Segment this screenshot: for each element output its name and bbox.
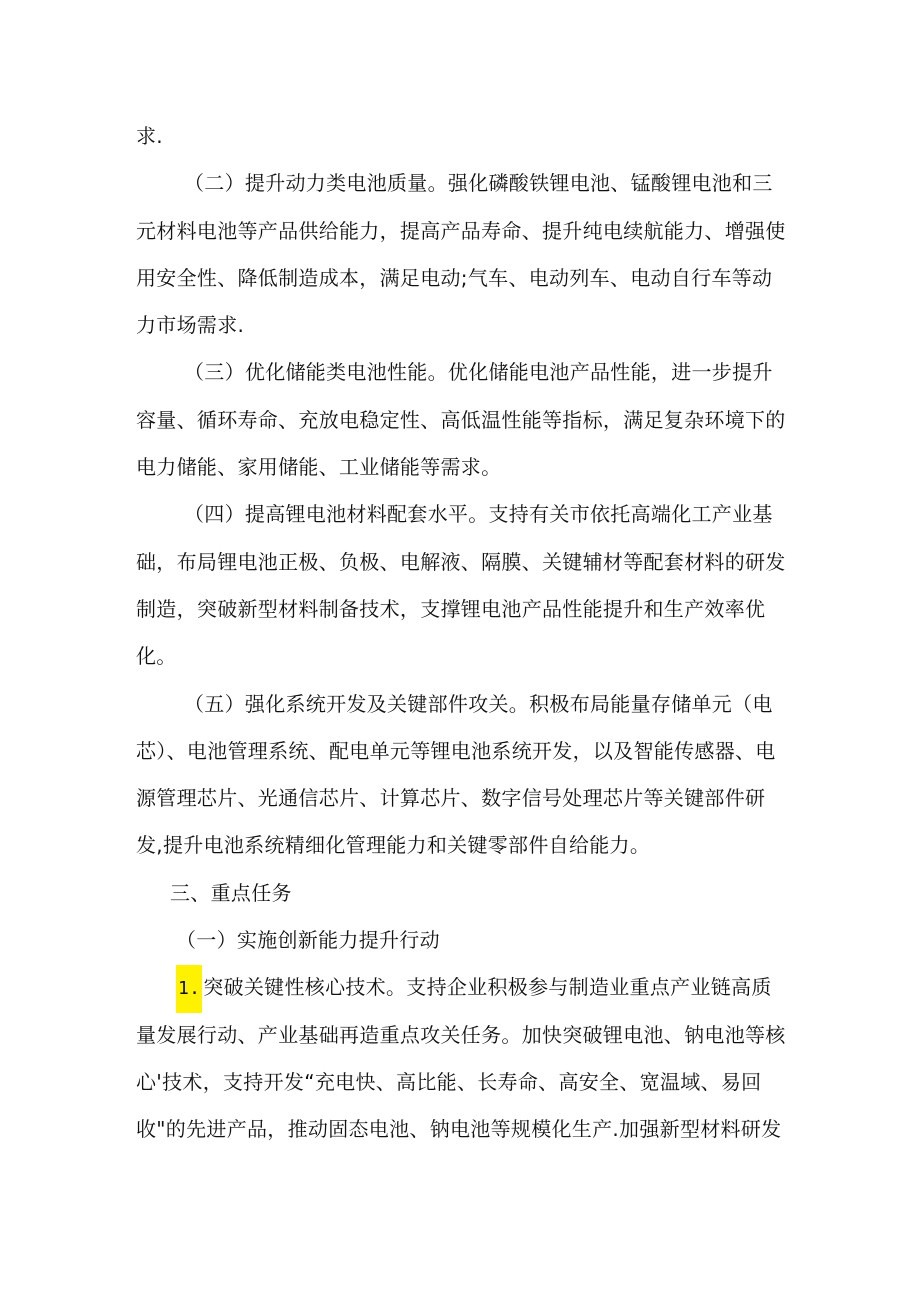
document-body: [136, 113, 784, 1154]
numbered-paragraph-line: [136, 964, 784, 1011]
subsection-heading: （一）实施创新能力提升行动: [176, 928, 440, 953]
paragraph-line: 源管理芯片、光通信芯片、计算芯片、数字信号处理芯片等关键部件研: [136, 786, 766, 811]
paragraph-line: 用安全性、降低制造成本，满足电动;气车、电动列车、电动自行车等动: [136, 265, 773, 290]
paragraph-line: 量发展行动、产业基础再造重点攻关任务。加快突破锂电池、钠电池等核: [136, 1022, 786, 1047]
item-number-highlight: 1.: [176, 965, 202, 1013]
paragraph-line: （五）强化系统开发及关键部件攻关。积极布局能量存储单元（电: [184, 691, 773, 716]
section-heading: 三、重点任务: [170, 880, 292, 905]
paragraph-line: 发,提升电池系统精细化管理能力和关键零部件自给能力。: [136, 833, 651, 858]
paragraph-line: （四）提高锂电池材料配套水平。支持有关市依托高端化工产业基: [184, 502, 773, 527]
paragraph-line: 收"的先进产品，推动固态电池、钠电池等规模化生产.加强新型材料研发: [136, 1117, 782, 1142]
paragraph-text: 突破关键性核心技术。支持企业积极参与制造业重点产业链高质: [203, 975, 772, 1000]
paragraph-line: （二）提升动力类电池质量。强化磷酸铁锂电池、锰酸锂电池和三: [184, 171, 773, 196]
paragraph-line: 芯）、电池管理系统、配电单元等锂电池系统开发，以及智能传感器、电: [136, 738, 776, 763]
paragraph-line: （三）优化储能类电池性能。优化储能电池产品性能，进一步提升: [184, 360, 773, 385]
paragraph-line: 心'技术，支持开发“充电快、高比能、长寿命、高安全、宽温域、易回: [136, 1069, 762, 1094]
paragraph-line: 求.: [136, 124, 163, 148]
paragraph-line: 化。: [136, 644, 177, 669]
paragraph-line: 电力储能、家用储能、工业储能等需求。: [136, 455, 502, 480]
paragraph-line: 元材料电池等产品供给能力，提高产品寿命、提升纯电续航能力、增强使: [136, 218, 786, 243]
paragraph-line: 制造，突破新型材料制备技术，支撑锂电池产品性能提升和生产效率优: [136, 596, 766, 621]
paragraph-line: 容量、循环寿命、充放电稳定性、高低温性能等指标，满足复杂环境下的: [136, 407, 786, 432]
paragraph-line: 础，布局锂电池正极、负极、电解液、隔膜、关键辅材等配套材料的研发: [136, 549, 786, 574]
paragraph-line: 力市场需求.: [136, 313, 245, 338]
